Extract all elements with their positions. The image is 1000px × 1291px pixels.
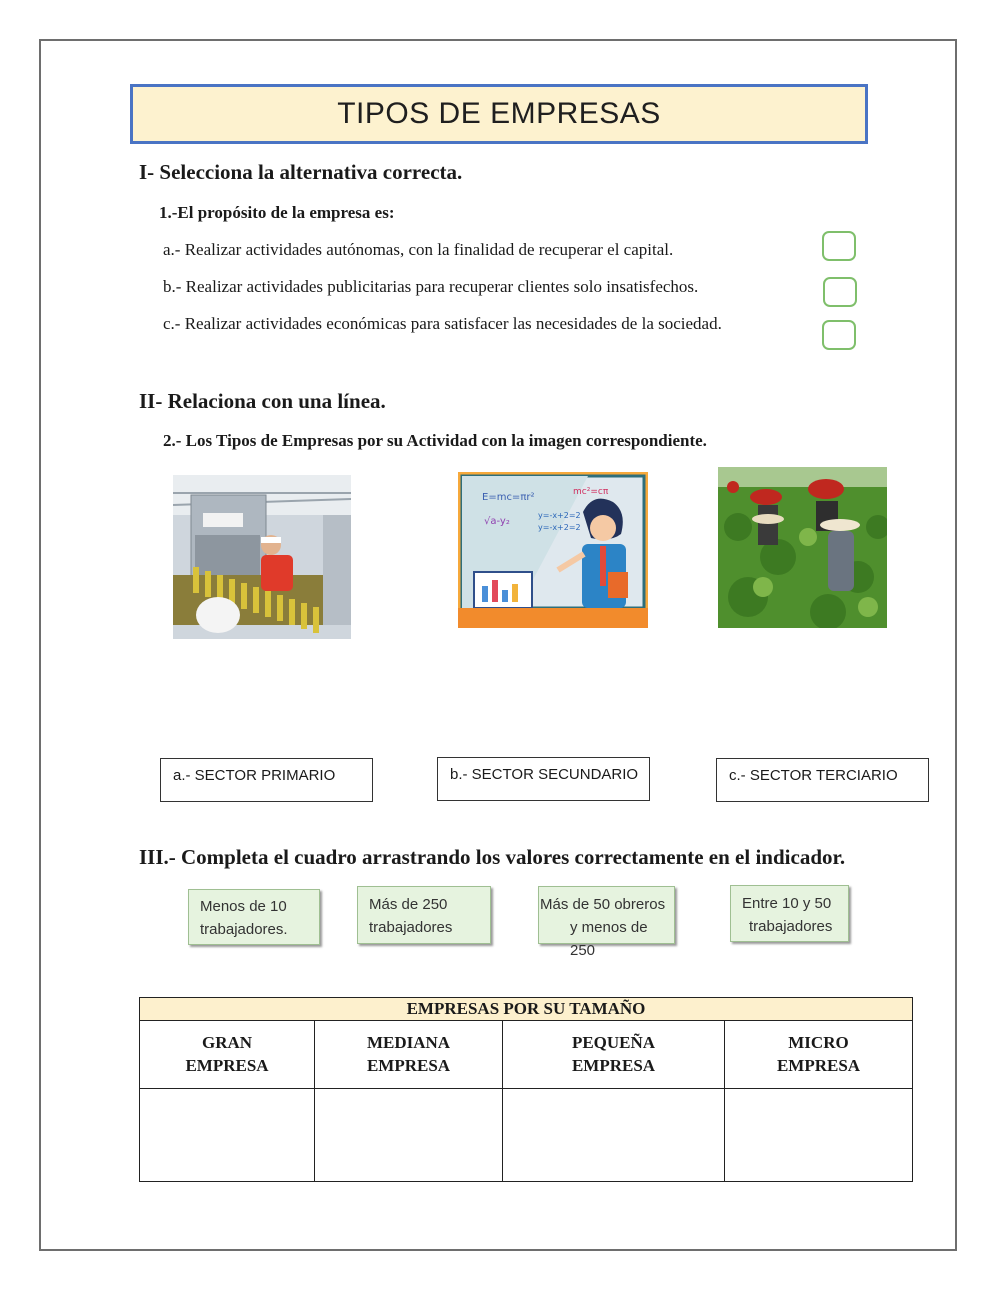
page-title: TIPOS DE EMPRESAS xyxy=(130,84,868,144)
drop-zone-pequena-empresa[interactable] xyxy=(503,1089,725,1182)
column-label: PEQUEÑA xyxy=(571,1033,656,1052)
factory-illustration xyxy=(173,475,351,639)
factory-image[interactable] xyxy=(173,475,351,639)
chip-line: Entre 10 y 50 xyxy=(742,895,832,912)
option-c: c.- Realizar actividades económicas para satisfacer las necesidades de la sociedad. xyxy=(163,314,722,333)
column-label: MICRO xyxy=(788,1033,849,1052)
section-3-heading: III.- Completa el cuadro arrastrando los valores correctamente en el indicador. xyxy=(139,845,846,869)
label-sector-secundario[interactable]: b.- SECTOR SECUNDARIO xyxy=(437,757,650,801)
column-label: MEDIANA xyxy=(366,1033,451,1052)
option-c-checkbox[interactable] xyxy=(822,320,856,350)
drag-chip-mas-de-250[interactable] xyxy=(357,886,491,944)
column-pequena-empresa xyxy=(503,1021,725,1089)
farm-illustration xyxy=(718,467,887,628)
option-a-checkbox[interactable] xyxy=(822,231,856,261)
column-micro-empresa xyxy=(725,1021,913,1089)
formula-5: y=-x+2=2 xyxy=(538,523,581,532)
question-1: 1.-El propósito de la empresa es: xyxy=(159,203,395,222)
chip-line: Más de 50 obreros xyxy=(540,896,666,913)
column-label: EMPRESA xyxy=(366,1056,451,1075)
formula-2: mc²=cπ xyxy=(573,487,609,497)
teacher-illustration xyxy=(458,472,648,628)
drag-chip-entre-10-y-50[interactable] xyxy=(730,885,849,942)
label-sector-terciario[interactable]: c.- SECTOR TERCIARIO xyxy=(716,758,929,802)
column-label: EMPRESA xyxy=(776,1056,861,1075)
formula-3: √a-y₂ xyxy=(484,516,510,527)
question-2: 2.- Los Tipos de Empresas por su Actividad con la imagen correspondiente. xyxy=(163,431,707,450)
column-label: GRAN xyxy=(201,1033,253,1052)
formula-1: E=mc=πr² xyxy=(482,492,535,503)
formula-4: y=-x+2=2 xyxy=(538,511,581,520)
company-size-table xyxy=(139,997,913,1182)
drop-zone-micro-empresa[interactable] xyxy=(725,1089,913,1182)
section-1-heading: I- Selecciona la alternativa correcta. xyxy=(139,160,463,184)
drop-zone-mediana-empresa[interactable] xyxy=(315,1089,503,1182)
column-label: EMPRESA xyxy=(185,1056,269,1075)
option-b: b.- Realizar actividades publicitarias para recuperar clientes solo insatisfechos. xyxy=(163,277,699,296)
section-2-heading: II- Relaciona con una línea. xyxy=(139,389,386,413)
table-header: EMPRESAS POR SU TAMAÑO xyxy=(140,998,913,1021)
drop-zone-gran-empresa[interactable] xyxy=(140,1089,315,1182)
option-b-checkbox[interactable] xyxy=(823,277,857,307)
teacher-image[interactable] xyxy=(458,472,648,628)
chip-line: trabajadores. xyxy=(200,921,288,938)
drag-chip-menos-de-10[interactable] xyxy=(188,889,320,945)
chip-line: trabajadores xyxy=(749,918,833,935)
drag-chip-mas-de-50[interactable] xyxy=(538,886,675,959)
column-label: EMPRESA xyxy=(571,1056,656,1075)
chip-line: Más de 250 xyxy=(369,896,448,913)
chip-line: trabajadores xyxy=(369,919,453,936)
farm-image[interactable] xyxy=(718,467,887,628)
column-gran-empresa xyxy=(140,1021,315,1089)
chip-line: Menos de 10 xyxy=(200,898,287,915)
chip-line: y menos de 250 xyxy=(570,919,648,959)
column-mediana-empresa xyxy=(315,1021,503,1089)
label-sector-primario[interactable]: a.- SECTOR PRIMARIO xyxy=(160,758,373,802)
option-a: a.- Realizar actividades autónomas, con la finalidad de recuperar el capital. xyxy=(163,240,674,259)
